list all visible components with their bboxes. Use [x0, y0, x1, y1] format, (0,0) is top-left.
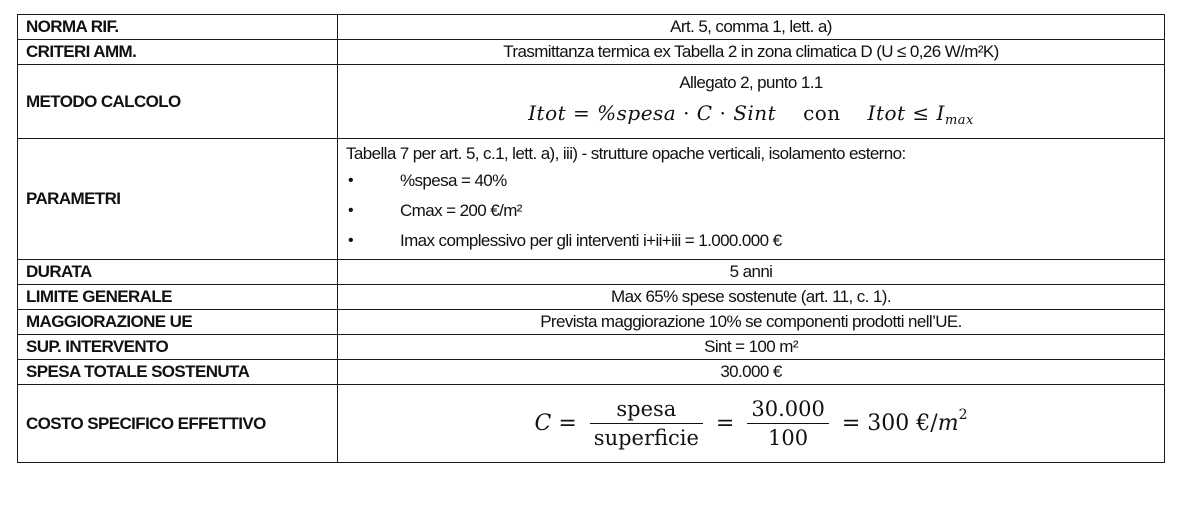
label-norma: NORMA RIF.	[18, 15, 338, 40]
table-row-maggiorazione	[18, 310, 1165, 335]
value-parametri	[338, 139, 1165, 260]
formula-itot: Itot	[528, 100, 567, 125]
costo-result: 300 €/	[867, 410, 938, 436]
formula-spesa: %spesa	[597, 100, 677, 125]
value-durata: 5 anni	[338, 260, 1165, 285]
costo-unit-exp: 2	[958, 406, 968, 423]
table-row-limite	[18, 285, 1165, 310]
value-norma: Art. 5, comma 1, lett. a)	[338, 15, 1165, 40]
list-item: • %spesa = 40%	[370, 166, 1156, 196]
label-maggiorazione: MAGGIORAZIONE UE	[18, 310, 338, 335]
label-criteri: CRITERI AMM.	[18, 40, 338, 65]
metodo-reference: Allegato 2, punto 1.1	[679, 72, 823, 92]
formula-equals: =	[573, 100, 591, 125]
table-row-superficie	[18, 335, 1165, 360]
label-metodo: METODO CALCOLO	[18, 65, 338, 139]
formula-imax-sub: max	[944, 112, 974, 128]
label-durata: DURATA	[18, 260, 338, 285]
costo-eq-3: =	[841, 410, 861, 436]
formula-itot-2: Itot	[867, 100, 906, 125]
value-costo	[338, 385, 1165, 463]
label-superficie: SUP. INTERVENTO	[18, 335, 338, 360]
parametri-intro: Tabella 7 per art. 5, c.1, lett. a), iii) - strutture opache verticali, isolamento esterno:	[346, 143, 906, 163]
value-criteri: Trasmittanza termica ex Tabella 2 in zona climatica D (U ≤ 0,26 W/m²K)	[338, 40, 1165, 65]
parametri-list	[346, 166, 1156, 256]
value-spesa: 30.000 €	[338, 360, 1165, 385]
spec-table-wrapper	[17, 14, 1165, 463]
list-item: • Imax complessivo per gli interventi i+ii+iii = 1.000.000 €	[370, 226, 1156, 256]
list-item: • Cmax = 200 €/m²	[370, 196, 1156, 226]
formula-c: C	[696, 100, 713, 125]
table-row-durata	[18, 260, 1165, 285]
fraction-numerator: 30.000	[747, 395, 828, 424]
costo-eq-2: =	[715, 410, 735, 436]
label-limite: LIMITE GENERALE	[18, 285, 338, 310]
formula-dot-1: ·	[683, 100, 690, 125]
label-spesa: SPESA TOTALE SOSTENUTA	[18, 360, 338, 385]
table-row-spesa	[18, 360, 1165, 385]
costo-unit-m: m	[937, 410, 959, 436]
label-parametri: PARAMETRI	[18, 139, 338, 260]
costo-formula	[534, 397, 968, 450]
fraction-values	[747, 395, 828, 452]
table-row-parametri	[18, 139, 1165, 260]
fraction-denominator: 100	[768, 426, 809, 450]
formula-leq: ≤	[912, 100, 930, 125]
formula-imax	[936, 100, 974, 128]
fraction-denominator: superficie	[593, 426, 699, 450]
value-metodo	[338, 65, 1165, 139]
metodo-formula	[346, 102, 1156, 132]
fraction-spesa-superficie	[590, 395, 703, 452]
formula-dot-2: ·	[719, 100, 727, 125]
table-row-criteri	[18, 40, 1165, 65]
formula-con: con	[803, 100, 841, 125]
costo-c: C	[534, 410, 552, 436]
costo-eq-1: =	[558, 410, 577, 436]
fraction-numerator: spesa	[590, 395, 703, 424]
table-row-metodo	[18, 65, 1165, 139]
formula-sint: Sint	[733, 100, 777, 125]
value-limite: Max 65% spese sostenute (art. 11, c. 1).	[338, 285, 1165, 310]
value-maggiorazione: Prevista maggiorazione 10% se componenti prodotti nell’UE.	[338, 310, 1165, 335]
formula-imax-base: I	[936, 100, 945, 125]
table-row-costo	[18, 385, 1165, 463]
value-superficie: Sint = 100 m²	[338, 335, 1165, 360]
label-costo: COSTO SPECIFICO EFFETTIVO	[18, 385, 338, 463]
table-row-norma	[18, 15, 1165, 40]
spec-table	[17, 14, 1165, 463]
